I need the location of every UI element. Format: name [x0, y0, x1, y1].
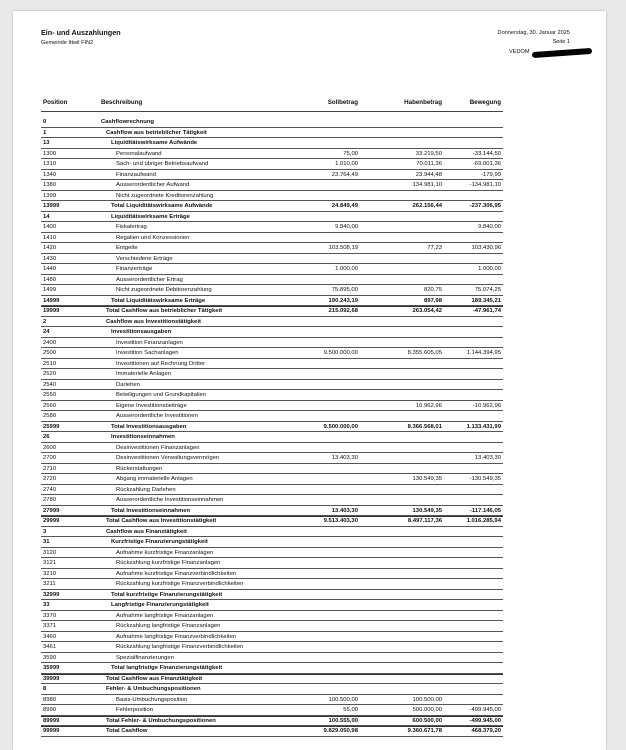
bewegung-cell: 1.133.431,99: [466, 423, 501, 430]
position-cell: 35999: [43, 665, 60, 671]
position-cell: 39999: [43, 675, 60, 682]
habenbetrag-cell: 10.962,96: [415, 402, 442, 409]
position-cell: 13999: [43, 203, 60, 209]
position-cell: 2720: [43, 476, 57, 482]
table-row: [13, 422, 606, 433]
bewegung-cell: 468.379,20: [471, 728, 501, 734]
table-row: [13, 306, 606, 317]
description-cell: Rückzahlung Darlehen: [116, 486, 176, 493]
description-cell: Investition Sachanlagen: [116, 350, 179, 356]
position-cell: 2600: [43, 444, 57, 451]
table-row: [13, 285, 606, 296]
description-cell: Abgang immaterielle Anlagen: [116, 476, 193, 482]
bewegung-cell: 103.430,96: [471, 245, 501, 251]
description-cell: Fehler- & Umbuchungspositionen: [106, 686, 201, 692]
column-header-habenbetrag: Habenbetrag: [404, 99, 442, 106]
table-row: [13, 369, 606, 380]
table-row: [13, 632, 606, 643]
position-cell: 1480: [43, 276, 57, 283]
position-cell: 8: [43, 686, 47, 692]
description-cell: Total Fehler- & Umbuchungspositionen: [106, 717, 216, 724]
habenbetrag-cell: 8.497.117,36: [407, 518, 442, 524]
table-row: [13, 128, 606, 139]
table-row: [13, 432, 606, 443]
table-row: [13, 558, 606, 569]
table-row: [13, 695, 606, 706]
sollbetrag-cell: 9.500.000,00: [323, 423, 358, 430]
habenbetrag-cell: 600.500,00: [412, 717, 442, 724]
description-cell: Eigene Investitionsbeiträge: [116, 402, 187, 409]
description-cell: Investition Finanzanlagen: [116, 339, 183, 346]
table-row: [13, 390, 606, 401]
description-cell: Investitionseinnahmen: [111, 434, 175, 440]
bewegung-cell: -10.962,96: [472, 402, 501, 409]
sollbetrag-cell: 9.513.403,30: [323, 518, 358, 524]
position-cell: 3371: [43, 623, 57, 629]
description-cell: Desinvestitionen Finanzanlagen: [116, 444, 200, 451]
description-cell: Total Cashflow: [106, 728, 148, 734]
position-cell: 1310: [43, 161, 57, 167]
report-title: Ein- und Auszahlungen: [41, 28, 121, 37]
sollbetrag-cell: 9.500.000,00: [323, 350, 358, 356]
table-row: [13, 590, 606, 601]
report-date: Donnerstag, 30. Januar 2025: [497, 30, 570, 36]
table-row: [13, 380, 606, 391]
bewegung-cell: -33.144,50: [472, 150, 501, 157]
position-cell: 2: [43, 318, 47, 325]
description-cell: Rückzahlung langfristige Finanzanlagen: [116, 623, 221, 629]
table-row: [13, 117, 606, 128]
description-cell: Total langfristige Finanzierungstätigkeit: [111, 665, 223, 671]
table-row: [13, 348, 606, 359]
position-cell: 2500: [43, 350, 57, 356]
table-row: [13, 642, 606, 653]
position-cell: 3121: [43, 560, 57, 566]
sollbetrag-cell: 9.829.050,98: [323, 728, 358, 734]
table-row: [13, 317, 606, 328]
description-cell: Personalaufwand: [116, 150, 162, 157]
table-row: [13, 674, 606, 685]
table-row: [13, 716, 606, 727]
description-cell: Ausserordentliche Investitionseinnahmen: [116, 497, 224, 503]
description-cell: Spezialfinanzierungen: [116, 654, 174, 661]
description-cell: Ausserordentlicher Ertrag: [116, 276, 183, 283]
description-cell: Immaterielle Anlagen: [116, 371, 172, 377]
table-row: [13, 401, 606, 412]
description-cell: Beteiligungen und Grundkapitalien: [116, 392, 207, 398]
position-cell: 26: [43, 434, 50, 440]
position-cell: 24: [43, 329, 50, 335]
table-row: [13, 569, 606, 580]
table-row: [13, 537, 606, 548]
table-row: [13, 506, 606, 517]
bewegung-cell: 13.403,30: [474, 455, 501, 461]
sollbetrag-cell: 190.243,19: [328, 297, 358, 304]
position-cell: 3211: [43, 581, 56, 587]
position-cell: 2400: [43, 339, 57, 346]
bewegung-cell: 9.840,00: [478, 224, 501, 230]
description-cell: Ausserordentliche Investitionen: [116, 413, 198, 419]
description-cell: Rückzahlung kurzfristige Finanzverbindlichkeiten: [116, 581, 244, 587]
description-cell: Ausserordentlicher Aufwand: [116, 182, 190, 188]
table-row: [13, 359, 606, 370]
position-cell: 1300: [43, 150, 57, 157]
bewegung-cell: -499.945,00: [469, 707, 501, 713]
position-cell: 3461: [43, 644, 57, 650]
sollbetrag-cell: 24.849,49: [331, 203, 358, 209]
habenbetrag-cell: 130.549,35: [412, 507, 442, 514]
position-cell: 2510: [43, 360, 57, 367]
description-cell: Fiskalertrag: [116, 224, 147, 230]
table-row: [13, 705, 606, 716]
table-row: [13, 138, 606, 149]
sollbetrag-cell: 1.010,00: [335, 161, 358, 167]
sollbetrag-cell: 23.764,49: [331, 171, 358, 178]
description-cell: Total kurzfristige Finanzierungstätigkeit: [111, 591, 223, 598]
bewegung-cell: -117.146,05: [469, 507, 501, 514]
table-row: [13, 663, 606, 674]
description-cell: Nicht zugeordnete Debitorenzahlung: [116, 287, 212, 293]
position-cell: 32999: [43, 591, 60, 598]
description-cell: Cashflow aus betrieblicher Tätigkeit: [106, 129, 207, 136]
position-cell: 1: [43, 129, 47, 136]
description-cell: Darlehen: [116, 381, 140, 388]
table-row: [13, 474, 606, 485]
position-cell: 14999: [43, 297, 60, 304]
habenbetrag-cell: 23.944,48: [415, 171, 442, 178]
position-cell: 3120: [43, 549, 57, 556]
position-cell: 2520: [43, 371, 57, 377]
description-cell: Fehlerposition: [116, 707, 154, 713]
table-row: [13, 149, 606, 160]
position-cell: 1380: [43, 182, 57, 188]
description-cell: Rückzahlung kurzfristige Finanzanlagen: [116, 560, 221, 566]
sollbetrag-cell: 75.895,00: [331, 287, 358, 293]
habenbetrag-cell: 134.981,10: [412, 182, 442, 188]
position-cell: 3: [43, 528, 47, 535]
position-cell: 13: [43, 140, 50, 146]
description-cell: Sach- und übriger Betriebsaufwand: [116, 161, 209, 167]
position-cell: 27999: [43, 507, 60, 514]
description-cell: Liquiditätswirksame Erträge: [111, 213, 190, 220]
position-cell: 2710: [43, 465, 57, 472]
description-cell: Rückerstattungen: [116, 465, 163, 472]
position-cell: 1499: [43, 287, 57, 293]
position-cell: 33: [43, 602, 50, 608]
position-cell: 2540: [43, 381, 57, 388]
description-cell: Aufnahme kurzfristige Finanzverbindlichkeiten: [116, 570, 237, 577]
position-cell: 3210: [43, 570, 57, 577]
position-cell: 29999: [43, 518, 60, 524]
table-row: [13, 600, 606, 611]
position-cell: 2780: [43, 497, 57, 503]
table-row: [13, 170, 606, 181]
sollbetrag-cell: 1.000,00: [335, 266, 358, 272]
description-cell: Finanzerträge: [116, 266, 153, 272]
table-row: [13, 653, 606, 664]
table-row: [13, 485, 606, 496]
table-row: [13, 579, 606, 590]
page-number: Seite 1: [552, 39, 570, 45]
table-row: [13, 212, 606, 223]
description-cell: Cashflow aus Investitionstätigkeit: [106, 318, 201, 325]
bewegung-cell: -499.945,00: [469, 717, 501, 724]
habenbetrag-cell: 130.549,35: [412, 476, 442, 482]
description-cell: Total Liquiditätswirksame Aufwände: [111, 203, 213, 209]
description-cell: Total Cashflow aus Finanztätigkeit: [106, 675, 203, 682]
habenbetrag-cell: 500.000,00: [412, 707, 442, 713]
position-cell: 3370: [43, 612, 57, 619]
table-row: [13, 684, 606, 695]
table-row: [13, 443, 606, 454]
bewegung-cell: -130.549,35: [469, 476, 501, 482]
column-header-bewegung: Bewegung: [469, 99, 501, 106]
sollbetrag-cell: 13.403,30: [331, 455, 358, 461]
table-row: [13, 527, 606, 538]
sollbetrag-cell: 13.403,30: [331, 507, 358, 514]
sollbetrag-cell: 103.508,19: [328, 245, 358, 251]
bewegung-cell: 75.074,25: [474, 287, 501, 293]
table-row: [13, 296, 606, 307]
bewegung-cell: -47.961,74: [472, 308, 501, 314]
bewegung-cell: -69.001,36: [472, 161, 501, 167]
description-cell: Entgelte: [116, 245, 138, 251]
habenbetrag-cell: 9.360.671,78: [407, 728, 442, 734]
position-cell: 3590: [43, 654, 57, 661]
table-row: [13, 191, 606, 202]
description-cell: Desinvestitionen Verwaltungsvermögen: [116, 455, 220, 461]
bewegung-cell: -179,99: [481, 171, 501, 178]
description-cell: Basis-Umbuchungsposition: [116, 696, 188, 703]
bewegung-cell: 1.144.394,95: [466, 350, 501, 356]
description-cell: Aufnahme kurzfristige Finanzanlagen: [116, 549, 214, 556]
description-cell: Liquiditätswirksame Aufwände: [111, 140, 198, 146]
sollbetrag-cell: 215.092,68: [328, 308, 358, 314]
position-cell: 1340: [43, 171, 57, 178]
bewegung-cell: 189.345,21: [471, 297, 501, 304]
description-cell: Cashflowrechnung: [101, 119, 155, 125]
sollbetrag-cell: 55,00: [343, 707, 358, 713]
position-cell: 89999: [43, 717, 60, 724]
table-row: [13, 453, 606, 464]
description-cell: Cashflow aus Finanztätigkeit: [106, 528, 187, 535]
position-cell: 1400: [43, 224, 57, 230]
report-subtitle: Gemeinde Ittwil FIN2: [41, 40, 94, 46]
habenbetrag-cell: 262.156,44: [412, 203, 442, 209]
position-cell: 0: [43, 119, 47, 125]
position-cell: 8990: [43, 707, 57, 713]
table-row: [13, 726, 606, 737]
description-cell: Investitionsausgaben: [111, 329, 172, 335]
description-cell: Kurzfristige Finanzierungstätigkeit: [111, 539, 208, 545]
sollbetrag-cell: 100.555,00: [328, 717, 358, 724]
report-user: VEDOM: [509, 49, 530, 55]
table-row: [13, 243, 606, 254]
habenbetrag-cell: 263.054,42: [412, 308, 442, 314]
position-cell: 99999: [43, 728, 60, 734]
column-header-position: Position: [43, 99, 68, 106]
position-cell: 1430: [43, 255, 57, 262]
habenbetrag-cell: 100.500,00: [412, 696, 442, 703]
position-cell: 2740: [43, 486, 57, 493]
description-cell: Langfristige Finanzierungstätigkeit: [111, 602, 209, 608]
habenbetrag-cell: 8.366.568,01: [407, 423, 442, 430]
position-cell: 1420: [43, 245, 57, 251]
table-row: [13, 233, 606, 244]
sollbetrag-cell: 75,00: [343, 150, 358, 157]
bewegung-cell: 1.000,00: [478, 266, 501, 272]
column-header-beschreibung: Beschreibung: [101, 99, 143, 106]
habenbetrag-cell: 77,23: [427, 245, 442, 251]
table-row: [13, 180, 606, 191]
report-page: [13, 11, 606, 750]
position-cell: 19999: [43, 308, 60, 314]
table-row: [13, 464, 606, 475]
position-cell: 1410: [43, 234, 57, 241]
position-cell: 1399: [43, 192, 57, 199]
description-cell: Nicht zugeordnete Kreditorenzahlung: [116, 192, 214, 199]
header-divider: [41, 111, 503, 112]
table-row: [13, 548, 606, 559]
habenbetrag-cell: 70.011,36: [416, 161, 442, 167]
column-header-sollbetrag: Sollbetrag: [327, 99, 358, 106]
position-cell: 3460: [43, 633, 57, 640]
table-row: [13, 159, 606, 170]
description-cell: Total Investitionsausgaben: [111, 423, 187, 430]
bewegung-cell: 1.016.285,94: [466, 518, 501, 524]
habenbetrag-cell: 897,98: [423, 297, 442, 304]
habenbetrag-cell: 33.219,50: [415, 150, 442, 157]
habenbetrag-cell: 820,75: [423, 287, 442, 293]
table-row: [13, 611, 606, 622]
table-row: [13, 338, 606, 349]
description-cell: Total Liquiditätswirksame Erträge: [111, 297, 206, 304]
position-cell: 2560: [43, 402, 57, 409]
table-row: [13, 254, 606, 265]
sollbetrag-cell: 100.500,00: [328, 696, 358, 703]
table-row: [13, 264, 606, 275]
position-cell: 1440: [43, 266, 57, 272]
description-cell: Regalien und Konzessionen: [116, 234, 190, 241]
table-row: [13, 621, 606, 632]
sollbetrag-cell: 9.840,00: [335, 224, 358, 230]
description-cell: Aufnahme langfristige Finanzverbindlichkeiten: [116, 633, 237, 640]
position-cell: 14: [43, 213, 50, 220]
table-row: [13, 222, 606, 233]
position-cell: 31: [43, 539, 50, 545]
description-cell: Total Cashflow aus Investitionstätigkeit: [106, 518, 217, 524]
description-cell: Verschiedene Erträge: [116, 255, 173, 262]
bewegung-cell: -237.306,95: [469, 203, 501, 209]
cashflow-table: [13, 117, 606, 737]
table-row: [13, 411, 606, 422]
description-cell: Total Cashflow aus betrieblicher Tätigkeit: [106, 308, 223, 314]
position-cell: 2550: [43, 392, 57, 398]
position-cell: 2580: [43, 413, 57, 419]
bewegung-cell: -134.981,10: [469, 182, 501, 188]
habenbetrag-cell: 8.355.605,05: [407, 350, 442, 356]
position-cell: 2700: [43, 455, 57, 461]
position-cell: 25999: [43, 423, 60, 430]
redaction-mark: [532, 48, 592, 58]
table-row: [13, 516, 606, 527]
description-cell: Finanzaufwand: [116, 171, 156, 178]
description-cell: Rückzahlung langfristige Finanzverbindlichkeiten: [116, 644, 244, 650]
position-cell: 8980: [43, 696, 57, 703]
description-cell: Investitionen auf Rechnung Dritter: [116, 360, 206, 367]
description-cell: Aufnahme langfristige Finanzanlagen: [116, 612, 214, 619]
table-row: [13, 495, 606, 506]
table-row: [13, 201, 606, 212]
description-cell: Total Investitionseinnahmen: [111, 507, 191, 514]
table-row: [13, 275, 606, 286]
table-row: [13, 327, 606, 338]
